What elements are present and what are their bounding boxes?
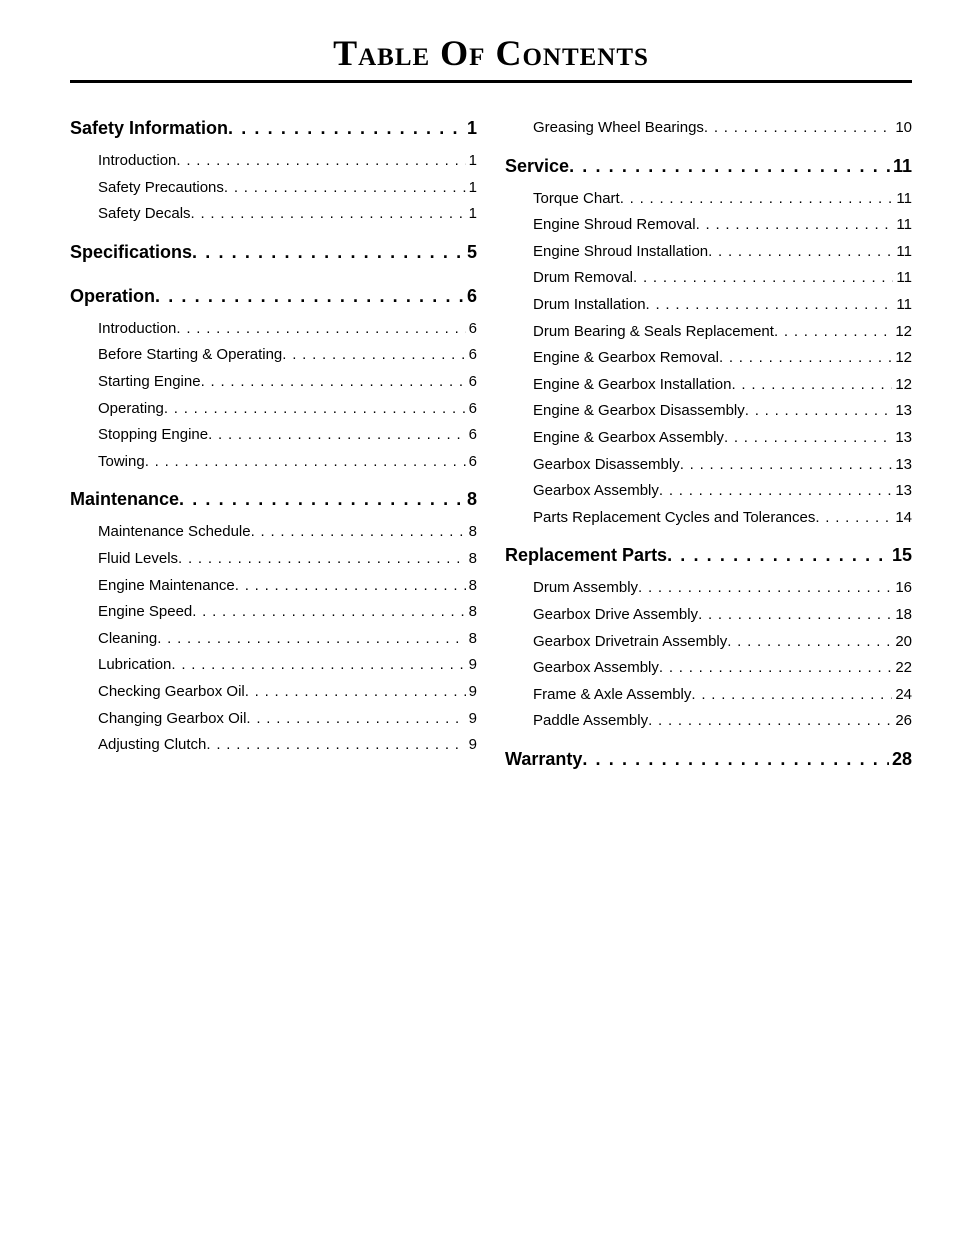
toc-entry[interactable] <box>533 292 912 319</box>
toc-entry[interactable] <box>98 316 477 343</box>
dot-leader <box>727 629 892 656</box>
dot-leader <box>157 626 465 653</box>
toc-section-heading[interactable] <box>505 149 912 183</box>
dot-leader <box>192 599 465 626</box>
page-number: 26 <box>895 712 912 730</box>
dot-leader <box>667 538 889 572</box>
entry-label: Operating <box>98 399 164 417</box>
toc-entry[interactable] <box>98 519 477 546</box>
dot-leader <box>191 201 466 228</box>
entry-label: Paddle Assembly <box>533 712 649 730</box>
toc-entry[interactable] <box>98 706 477 733</box>
page-number: 6 <box>468 346 477 364</box>
entry-label: Engine & Gearbox Disassembly <box>533 402 745 420</box>
dot-leader <box>206 732 465 759</box>
dot-leader <box>569 149 890 183</box>
dot-leader <box>245 679 466 706</box>
entry-label: Before Starting & Operating <box>98 346 283 364</box>
section-title: Warranty <box>505 748 583 769</box>
toc-entry[interactable] <box>533 239 912 266</box>
dot-leader <box>659 655 892 682</box>
entry-label: Introduction <box>98 152 177 169</box>
toc-entry[interactable] <box>533 575 912 602</box>
toc-entry[interactable] <box>533 452 912 479</box>
toc-entry[interactable] <box>98 175 477 202</box>
toc-entry-list <box>70 145 477 235</box>
page-number: 9 <box>468 709 477 727</box>
toc-entry[interactable] <box>98 148 477 175</box>
page-number: 12 <box>895 375 912 393</box>
entry-label: Engine Speed <box>98 603 193 621</box>
page-title: Table Of Contents <box>333 33 649 73</box>
toc-entry[interactable] <box>533 708 912 735</box>
toc-section-heading[interactable] <box>505 538 912 572</box>
toc-entry[interactable] <box>98 546 477 573</box>
entry-label: Maintenance Schedule <box>98 523 251 541</box>
entry-label: Stopping Engine <box>98 426 209 444</box>
toc-entry[interactable] <box>98 732 477 759</box>
page-number: 11 <box>896 242 912 260</box>
dot-leader <box>164 396 466 423</box>
page-number: 6 <box>468 452 477 470</box>
entry-label: Towing <box>98 452 145 470</box>
dot-leader <box>582 742 889 776</box>
entry-label: Engine & Gearbox Removal <box>533 349 719 367</box>
entry-label: Parts Replacement Cycles and Tolerances <box>533 508 816 526</box>
page-number: 8 <box>468 603 477 621</box>
page-number: 6 <box>468 399 477 417</box>
dot-leader <box>708 239 893 266</box>
toc-entry-list <box>505 183 912 539</box>
toc-entry[interactable] <box>533 682 912 709</box>
entry-label: Gearbox Drivetrain Assembly <box>533 632 728 650</box>
page-number: 11 <box>896 295 912 313</box>
page-number: 12 <box>895 322 912 340</box>
section-title: Maintenance <box>70 489 180 510</box>
dot-leader <box>648 708 892 735</box>
toc-entry[interactable] <box>533 398 912 425</box>
dot-leader <box>178 546 466 573</box>
entry-label: Gearbox Drive Assembly <box>533 605 699 623</box>
page-number: 20 <box>895 632 912 650</box>
toc-section <box>70 235 477 279</box>
entry-label: Engine & Gearbox Assembly <box>533 428 724 446</box>
dot-leader <box>179 482 464 516</box>
toc-entry-list <box>70 313 477 483</box>
dot-leader <box>224 175 466 202</box>
page-number: 11 <box>896 269 912 287</box>
toc-section <box>70 279 477 483</box>
section-title: Safety Information <box>70 118 229 138</box>
page-number: 13 <box>895 482 912 500</box>
entry-label: Introduction <box>98 319 177 337</box>
entry-label: Lubrication <box>98 656 172 674</box>
entry-label: Gearbox Assembly <box>533 659 659 677</box>
dot-leader <box>145 449 466 476</box>
dot-leader <box>815 505 892 532</box>
toc-entry-list <box>70 269 477 279</box>
page-number: 28 <box>891 748 912 769</box>
toc-entry[interactable] <box>533 186 912 213</box>
page-number: 5 <box>466 241 477 262</box>
page-number: 9 <box>468 656 477 674</box>
entry-label: Gearbox Assembly <box>533 482 659 500</box>
dot-leader <box>171 652 465 679</box>
toc-entry[interactable] <box>533 629 912 656</box>
toc-entry-list <box>505 776 912 786</box>
page-number: 22 <box>895 659 912 677</box>
page-number: 9 <box>468 682 477 700</box>
toc-entry[interactable] <box>533 115 912 142</box>
toc-section <box>505 538 912 742</box>
toc-entry[interactable] <box>98 573 477 600</box>
toc-section-heading[interactable] <box>70 279 477 313</box>
dot-leader <box>704 115 892 142</box>
dot-leader <box>192 235 464 269</box>
dot-leader <box>691 682 892 709</box>
dot-leader <box>246 706 465 733</box>
dot-leader <box>201 369 466 396</box>
toc-entry[interactable] <box>533 265 912 292</box>
toc-entry[interactable] <box>98 652 477 679</box>
dot-leader <box>633 265 893 292</box>
toc-section <box>70 111 477 235</box>
toc-carryover-list <box>505 111 912 149</box>
dot-leader <box>745 398 893 425</box>
dot-leader <box>155 279 464 313</box>
entry-label: Drum Removal <box>533 269 634 287</box>
toc-right-column <box>505 111 912 786</box>
page-number: 11 <box>892 155 912 176</box>
entry-label: Engine Shroud Installation <box>533 242 709 260</box>
toc-section-heading[interactable] <box>70 235 477 269</box>
toc-entry[interactable] <box>533 505 912 532</box>
entry-label: Engine & Gearbox Installation <box>533 375 732 393</box>
page-number: 16 <box>895 579 912 597</box>
dot-leader <box>176 148 465 175</box>
dot-leader <box>228 111 464 145</box>
toc-entry[interactable] <box>533 602 912 629</box>
section-title: Replacement Parts <box>505 545 668 566</box>
page-number: 1 <box>466 118 477 138</box>
page-number: 14 <box>895 508 912 526</box>
entry-label: Drum Bearing & Seals Replacement <box>533 322 774 340</box>
page-number: 13 <box>895 402 912 420</box>
entry-label: Cleaning <box>98 629 158 647</box>
page-number: 8 <box>468 523 477 541</box>
entry-label: Starting Engine <box>98 372 201 390</box>
entry-label: Adjusting Clutch <box>98 736 207 754</box>
page-number: 1 <box>468 205 477 223</box>
section-title: Specifications <box>70 241 193 262</box>
entry-label: Gearbox Disassembly <box>533 455 680 473</box>
entry-label: Engine Shroud Removal <box>533 216 696 234</box>
section-title: Service <box>505 155 570 176</box>
toc-entry[interactable] <box>533 655 912 682</box>
page-number: 6 <box>468 426 477 444</box>
toc-entry[interactable] <box>98 626 477 653</box>
page-number: 6 <box>466 285 477 306</box>
toc-section-heading[interactable] <box>505 742 912 776</box>
page-number: 8 <box>468 576 477 594</box>
dot-leader <box>282 342 465 369</box>
dot-leader <box>176 316 465 343</box>
entry-label: Frame & Axle Assembly <box>533 685 692 703</box>
toc-section <box>70 482 477 765</box>
entry-label: Safety Decals <box>98 205 191 223</box>
page-number: 6 <box>468 372 477 390</box>
dot-leader <box>698 602 892 629</box>
page-number: 1 <box>468 178 477 196</box>
page-number: 8 <box>468 549 477 567</box>
toc-section-heading[interactable] <box>70 482 477 516</box>
dot-leader <box>638 575 892 602</box>
page-number: 12 <box>895 349 912 367</box>
toc-entry-list <box>70 516 477 765</box>
toc-entry[interactable] <box>98 342 477 369</box>
toc-entry[interactable] <box>533 319 912 346</box>
toc-entry[interactable] <box>533 212 912 239</box>
dot-leader <box>208 422 466 449</box>
page-number: 10 <box>895 119 912 136</box>
dot-leader <box>646 292 894 319</box>
dot-leader <box>659 478 892 505</box>
entry-label: Engine Maintenance <box>98 576 235 594</box>
entry-label: Changing Gearbox Oil <box>98 709 247 727</box>
dot-leader <box>680 452 893 479</box>
dot-leader <box>724 425 892 452</box>
dot-leader <box>696 212 894 239</box>
toc-section-heading[interactable] <box>70 111 477 145</box>
toc-entry[interactable] <box>98 422 477 449</box>
entry-label: Torque Chart <box>533 189 620 207</box>
page-number: 9 <box>468 736 477 754</box>
entry-label: Greasing Wheel Bearings <box>533 119 704 136</box>
toc-entry[interactable] <box>98 201 477 228</box>
toc-left-column <box>70 111 477 766</box>
toc-entry-list <box>505 572 912 742</box>
toc-entry[interactable] <box>533 425 912 452</box>
toc-section <box>505 742 912 786</box>
dot-leader <box>731 372 892 399</box>
dot-leader <box>235 573 466 600</box>
toc-entry[interactable] <box>98 369 477 396</box>
toc-entry[interactable] <box>533 372 912 399</box>
page-number: 8 <box>468 629 477 647</box>
title-divider <box>70 80 912 83</box>
page-number: 18 <box>895 605 912 623</box>
toc-entry[interactable] <box>98 449 477 476</box>
toc-entry[interactable] <box>98 599 477 626</box>
page-number: 11 <box>896 189 912 207</box>
entry-label: Safety Precautions <box>98 178 224 196</box>
page-number: 11 <box>896 216 912 234</box>
entry-label: Fluid Levels <box>98 549 179 567</box>
dot-leader <box>774 319 892 346</box>
page-number: 13 <box>895 428 912 446</box>
entry-label: Drum Assembly <box>533 579 639 597</box>
toc-entry[interactable] <box>533 478 912 505</box>
toc-entry[interactable] <box>98 396 477 423</box>
page-number: 15 <box>891 545 912 566</box>
entry-label: Checking Gearbox Oil <box>98 682 245 700</box>
page-number: 1 <box>468 152 477 169</box>
page-number: 24 <box>895 685 912 703</box>
toc-entry[interactable] <box>98 679 477 706</box>
page-number: 13 <box>895 455 912 473</box>
page-number: 6 <box>468 319 477 337</box>
toc-section <box>505 149 912 539</box>
dot-leader <box>251 519 466 546</box>
dot-leader <box>620 186 894 213</box>
toc-entry[interactable] <box>533 345 912 372</box>
dot-leader <box>719 345 892 372</box>
entry-label: Drum Installation <box>533 295 646 313</box>
section-title: Operation <box>70 285 156 306</box>
page-number: 8 <box>466 489 477 510</box>
